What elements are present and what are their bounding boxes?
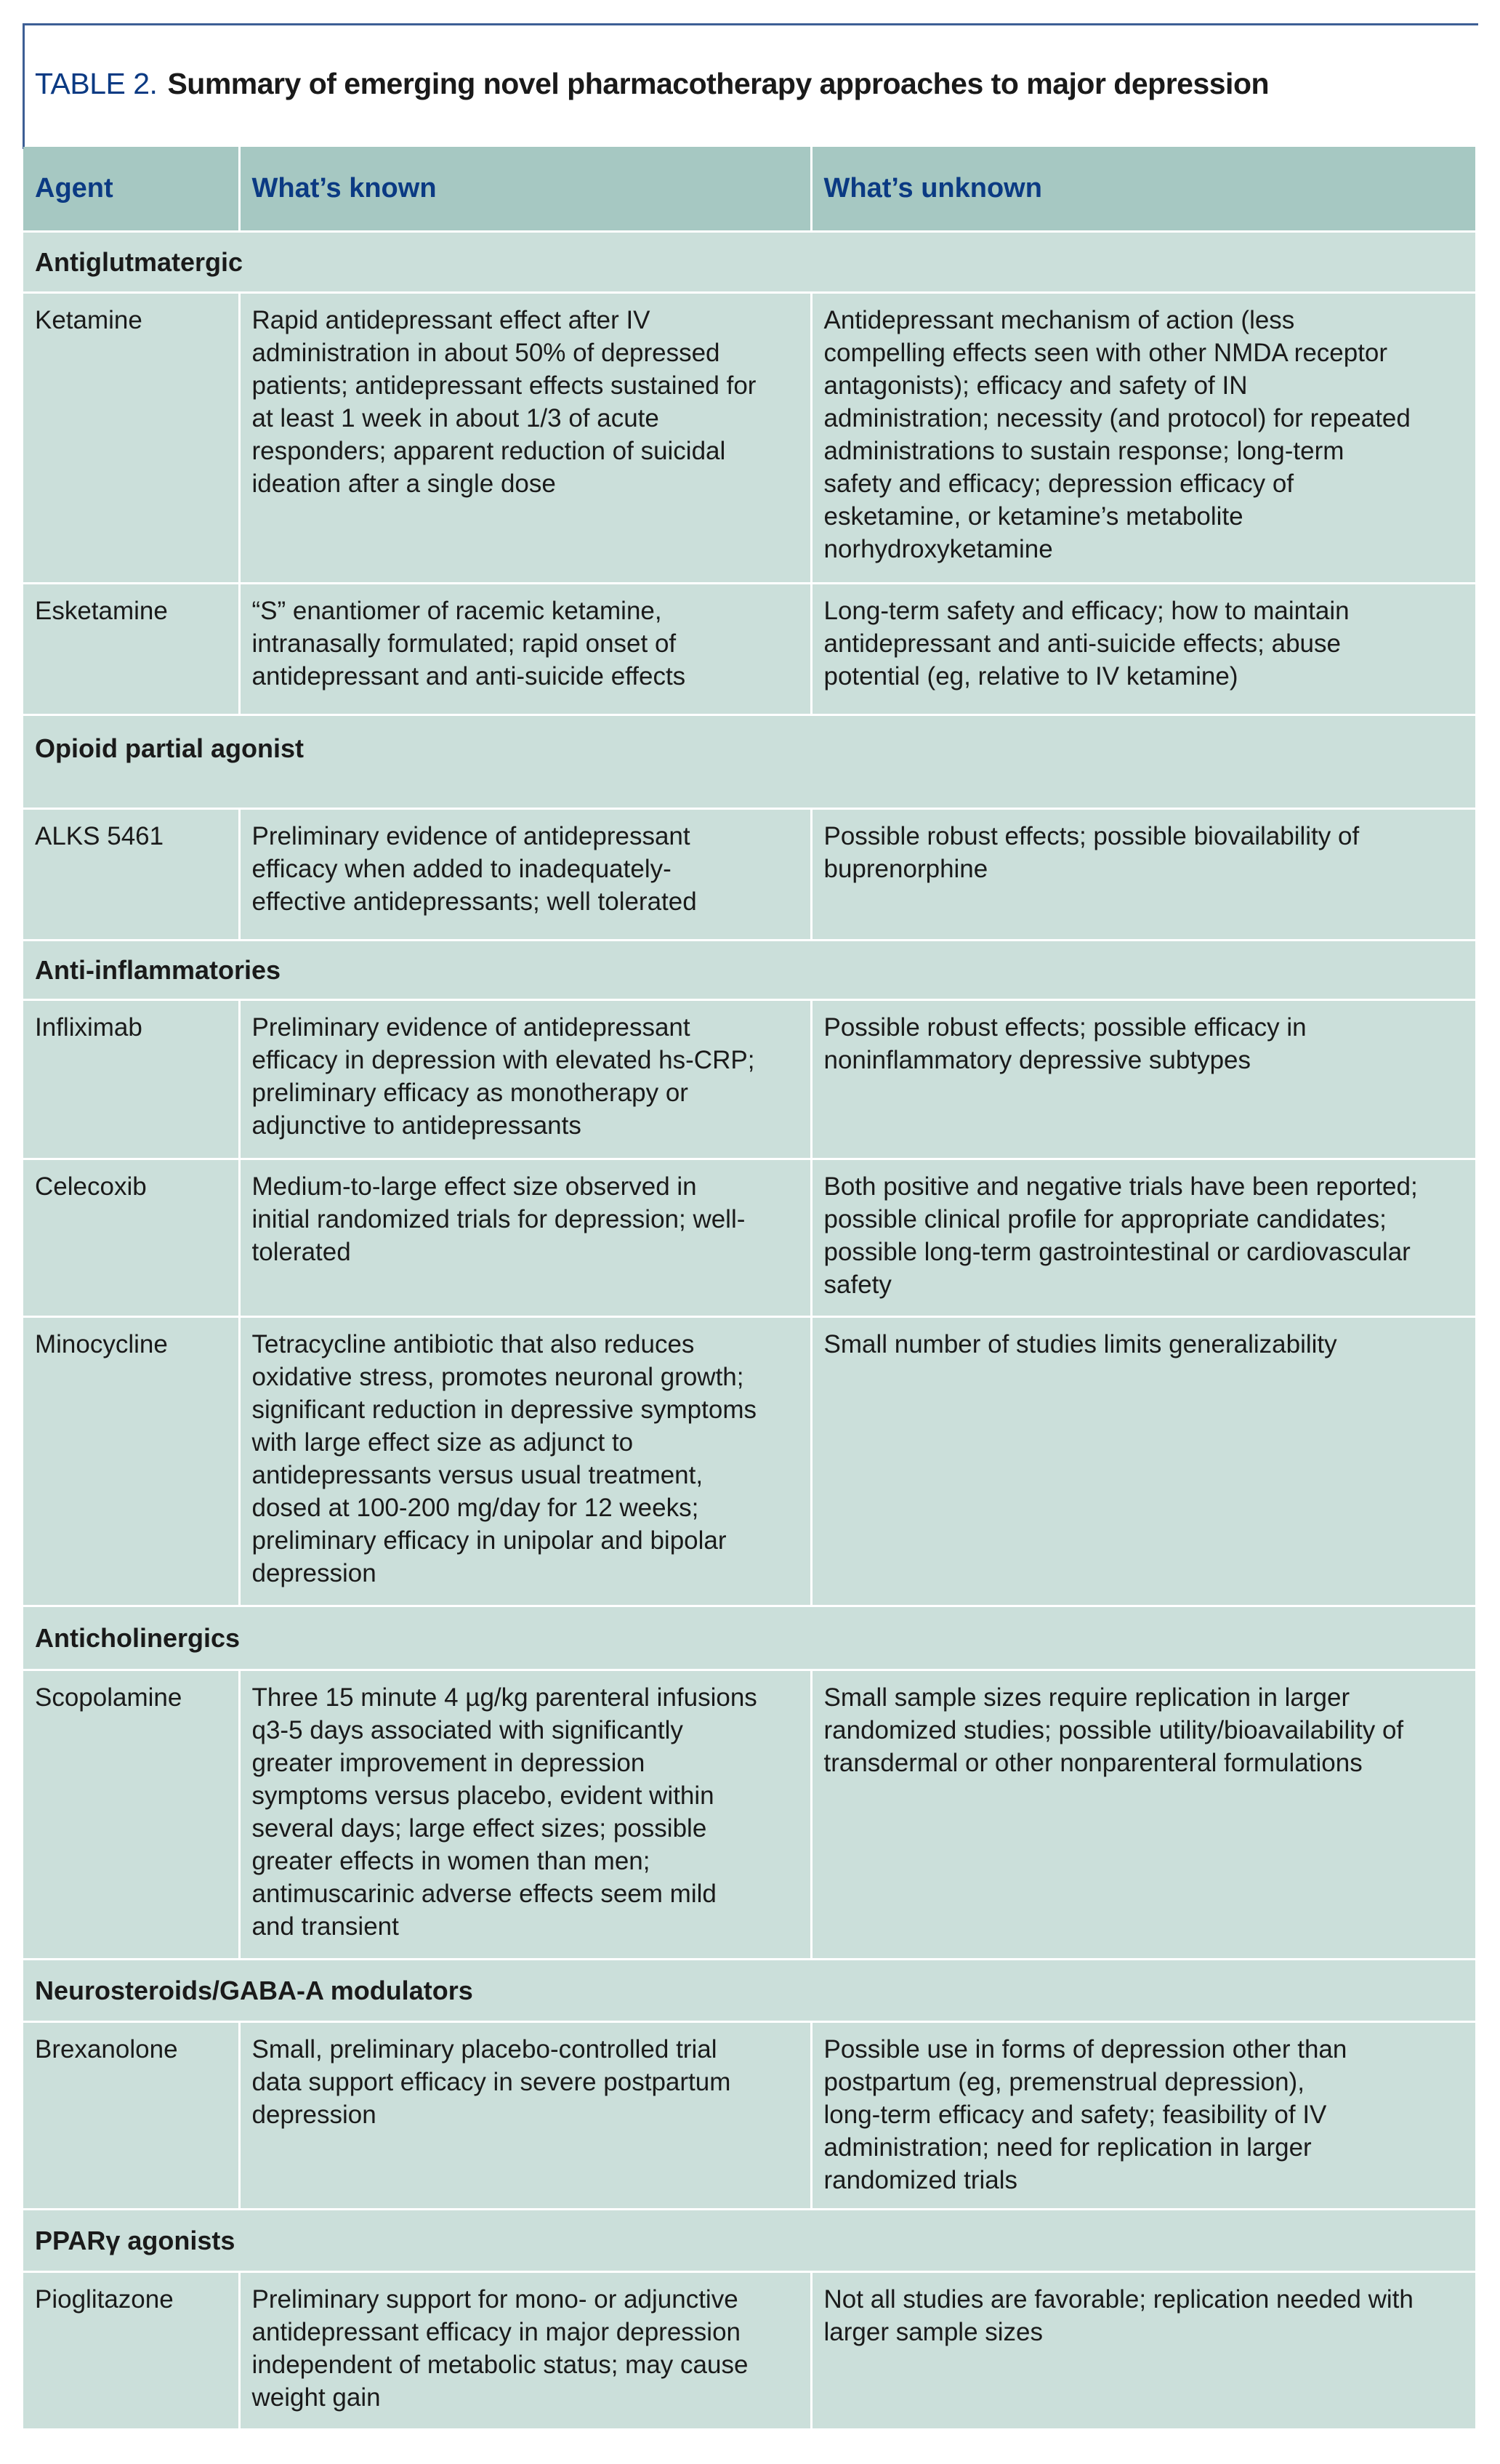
cell-agent: Celecoxib xyxy=(23,1159,239,1316)
table-row xyxy=(23,1316,1475,1606)
table-title xyxy=(35,67,1269,101)
category-label: Anticholinergics xyxy=(23,1606,1475,1670)
table-row xyxy=(23,292,1475,583)
cell-unknown: Long-term safety and efficacy; how to maintain antidepressant and anti-suicide effects; abuse potential (eg, relative to IV ketamine) xyxy=(811,583,1475,714)
cell-unknown: Possible robust effects; possible efficacy in noninflammatory depressive subtypes xyxy=(811,999,1475,1159)
category-row xyxy=(23,714,1475,808)
cell-unknown: Small number of studies limits generalizability xyxy=(811,1316,1475,1606)
category-label: Anti-inflammatories xyxy=(23,940,1475,999)
cell-unknown: Antidepressant mechanism of action (less compelling effects seen with other NMDA receptor antagonists); efficacy and safety of IN administration; necessity (and protocol) for repeated administrations to sustain response; long-term safety and efficacy; depression efficacy of esketamine, or ketamine’s metabolite norhydroxyketamine xyxy=(811,292,1475,583)
table-row xyxy=(23,1159,1475,1316)
cell-agent: Infliximab xyxy=(23,999,239,1159)
table-row xyxy=(23,999,1475,1159)
cell-agent: Brexanolone xyxy=(23,2021,239,2209)
cell-agent: ALKS 5461 xyxy=(23,808,239,940)
cell-agent: Esketamine xyxy=(23,583,239,714)
table-row xyxy=(23,2271,1475,2429)
table-number: TABLE 2. xyxy=(35,67,158,100)
cell-agent: Minocycline xyxy=(23,1316,239,1606)
category-row xyxy=(23,231,1475,292)
cell-agent: Ketamine xyxy=(23,292,239,583)
table-row xyxy=(23,808,1475,940)
header-agent: Agent xyxy=(23,147,239,231)
cell-known: “S” enantiomer of racemic ketamine, intranasally formulated; rapid onset of antidepressant and anti-suicide effects xyxy=(239,583,811,714)
category-row xyxy=(23,2209,1475,2271)
table-row xyxy=(23,2021,1475,2209)
cell-agent: Pioglitazone xyxy=(23,2271,239,2429)
category-label: Antiglutmatergic xyxy=(23,231,1475,292)
table-caption: Summary of emerging novel pharmacotherapy approaches to major depression xyxy=(167,67,1270,100)
category-label: PPARγ agonists xyxy=(23,2209,1475,2271)
table-row xyxy=(23,583,1475,714)
cell-known: Three 15 minute 4 µg/kg parenteral infusions q3-5 days associated with significantly greater improvement in depression symptoms versus placebo, evident within several days; large effect sizes; possible greater effects in women than men; antimuscarinic adverse effects seem mild and transient xyxy=(239,1670,811,1959)
header-row xyxy=(23,147,1475,231)
table-row xyxy=(23,1670,1475,1959)
cell-unknown: Possible robust effects; possible biovailability of buprenorphine xyxy=(811,808,1475,940)
summary-table xyxy=(23,147,1475,2431)
cell-unknown: Both positive and negative trials have been reported; possible clinical profile for appropriate candidates; possible long-term gastrointestinal or cardiovascular safety xyxy=(811,1159,1475,1316)
category-row xyxy=(23,940,1475,999)
cell-known: Small, preliminary placebo-controlled trial data support efficacy in severe postpartum depression xyxy=(239,2021,811,2209)
cell-known: Preliminary support for mono- or adjunctive antidepressant efficacy in major depression independent of metabolic status; may cause weight gain xyxy=(239,2271,811,2429)
cell-unknown: Small sample sizes require replication in larger randomized studies; possible utility/bioavailability of transdermal or other nonparenteral formulations xyxy=(811,1670,1475,1959)
category-row xyxy=(23,1959,1475,2021)
header-known: What’s known xyxy=(239,147,811,231)
cell-unknown: Not all studies are favorable; replication needed with larger sample sizes xyxy=(811,2271,1475,2429)
category-row xyxy=(23,1606,1475,1670)
category-label: Neurosteroids/GABA-A modulators xyxy=(23,1959,1475,2021)
header-unknown: What’s unknown xyxy=(811,147,1475,231)
cell-known: Preliminary evidence of antidepressant efficacy in depression with elevated hs-CRP; preliminary efficacy as monotherapy or adjunctive to antidepressants xyxy=(239,999,811,1159)
cell-known: Tetracycline antibiotic that also reduces oxidative stress, promotes neuronal growth; significant reduction in depressive symptoms with large effect size as adjunct to antidepressants versus usual treatment, dosed at 100-200 mg/day for 12 weeks; preliminary efficacy in unipolar and bipolar depression xyxy=(239,1316,811,1606)
cell-known: Preliminary evidence of antidepressant efficacy when added to inadequately- effective antidepressants; well tolerated xyxy=(239,808,811,940)
cell-unknown: Possible use in forms of depression other than postpartum (eg, premenstrual depression), long-term efficacy and safety; feasibility of IV administration; need for replication in larger randomized trials xyxy=(811,2021,1475,2209)
cell-agent: Scopolamine xyxy=(23,1670,239,1959)
cell-known: Medium-to-large effect size observed in initial randomized trials for depression; well- tolerated xyxy=(239,1159,811,1316)
category-label: Opioid partial agonist xyxy=(23,714,1475,808)
cell-known: Rapid antidepressant effect after IV administration in about 50% of depressed patients; antidepressant effects sustained for at least 1 week in about 1/3 of acute responders; apparent reduction of suicidal ideation after a single dose xyxy=(239,292,811,583)
